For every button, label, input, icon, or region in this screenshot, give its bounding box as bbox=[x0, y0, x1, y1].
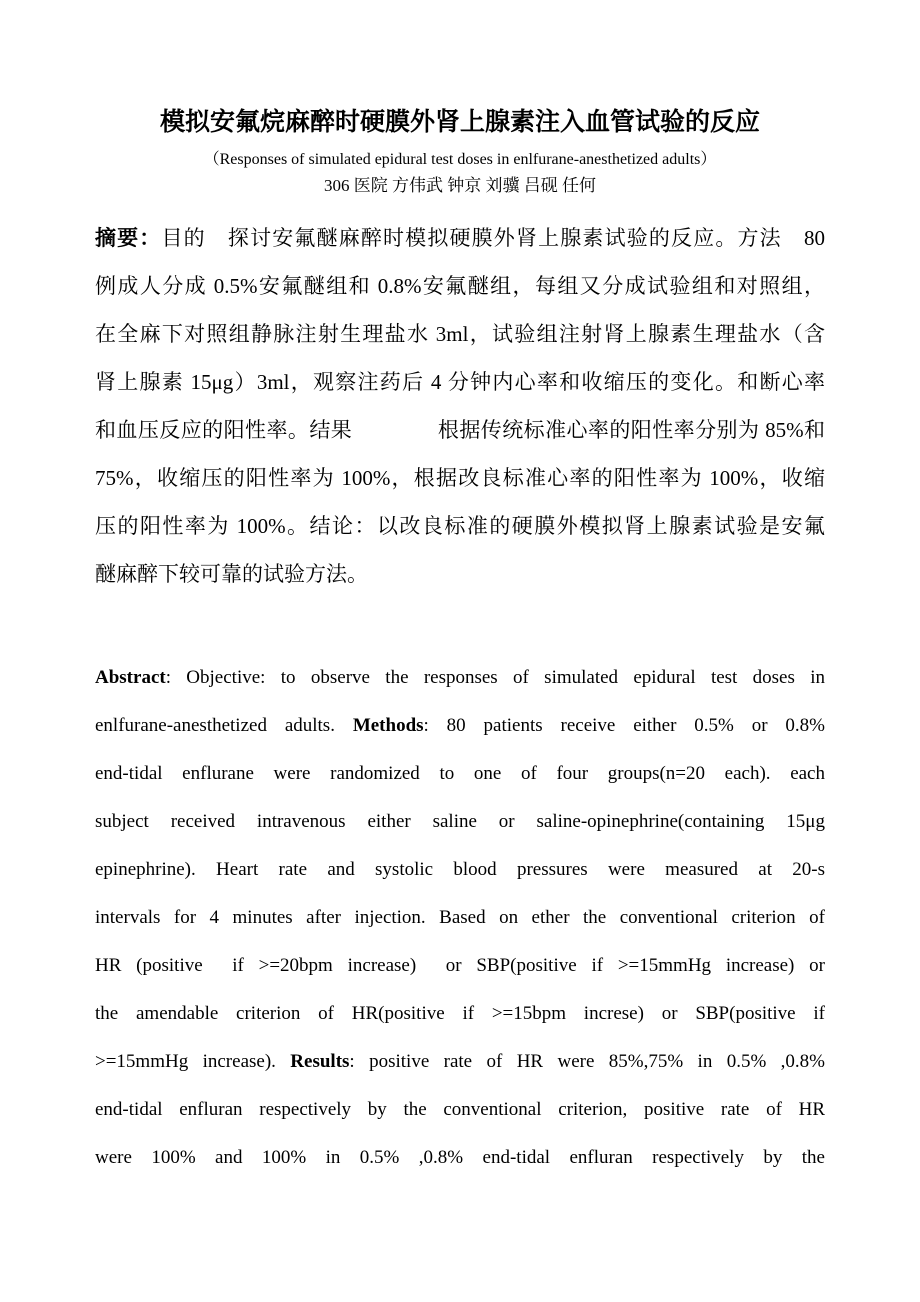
abstract-english-line bbox=[95, 990, 825, 1038]
abstract-english-line bbox=[95, 894, 825, 942]
authors-byline: 306 医院 方伟武 钟京 刘骥 吕砚 任何 bbox=[324, 176, 596, 195]
abstract-english-line bbox=[95, 1038, 825, 1086]
text-segment: 在全麻下对照组静脉注射生理盐水 3ml，试验组注射肾上腺素生理盐水（含 bbox=[95, 322, 825, 346]
text-segment: 压的阳性率为 100%。结论：以改良标准的硬膜外模拟肾上腺素试验是安氟 bbox=[95, 514, 825, 538]
text-segment: : Objective: to observe the responses of simulated epidural test doses in bbox=[165, 667, 825, 688]
text-segment: end-tidal enflurane were randomized to one of four groups(n=20 each). each bbox=[95, 763, 825, 784]
paper-title-chinese: 模拟安氟烷麻醉时硬膜外肾上腺素注入血管试验的反应 bbox=[159, 109, 760, 136]
text-segment: were 100% and 100% in 0.5% ,0.8% end-tidal enfluran respectively by the bbox=[95, 1147, 825, 1168]
text-segment: 肾上腺素 15μg）3ml，观察注药后 4 分钟内心率和收缩压的变化。和断心率 bbox=[95, 370, 825, 394]
abstract-english-line bbox=[95, 798, 825, 846]
text-segment: enlfurane-anesthetized adults. bbox=[95, 715, 353, 736]
abstract-english-line bbox=[95, 702, 825, 750]
text-segment: epinephrine). Heart rate and systolic blood pressures were measured at 20-s bbox=[95, 859, 825, 880]
abstract-chinese-line bbox=[95, 358, 825, 406]
text-segment: : 80 patients receive either 0.5% or 0.8% bbox=[423, 715, 825, 736]
abstract-english-line bbox=[95, 942, 825, 990]
text-segment: subject received intravenous either saline or saline-opinephrine(containing 15μg bbox=[95, 811, 825, 832]
bold-text-segment: Abstract bbox=[95, 667, 166, 688]
abstract-chinese-line bbox=[95, 502, 825, 550]
text-segment: 醚麻醉下较可靠的试验方法。 bbox=[95, 562, 368, 586]
abstract-chinese-line bbox=[95, 550, 825, 598]
abstract-chinese-line bbox=[95, 262, 825, 310]
abstract-english-line bbox=[95, 1134, 825, 1182]
text-segment: end-tidal enfluran respectively by the conventional criterion, positive rate of HR bbox=[95, 1099, 825, 1120]
text-segment: intervals for 4 minutes after injection. Based on ether the conventional criterion of bbox=[95, 907, 825, 928]
abstract-chinese bbox=[95, 214, 825, 598]
paper-title-english: （Responses of simulated epidural test doses in enlfurane-anesthetized adults） bbox=[203, 151, 717, 168]
abstract-english-line bbox=[95, 750, 825, 798]
abstract-chinese-line bbox=[95, 214, 825, 262]
bold-text-segment: 摘要： bbox=[95, 226, 162, 250]
abstract-chinese-line bbox=[95, 310, 825, 358]
abstract-chinese-line bbox=[95, 406, 825, 454]
abstract-english-line bbox=[95, 654, 825, 702]
abstract-english bbox=[95, 654, 825, 1182]
abstract-chinese-line bbox=[95, 454, 825, 502]
text-segment: 75%，收缩压的阳性率为 100%，根据改良标准心率的阳性率为 100%，收缩 bbox=[95, 466, 825, 490]
bold-text-segment: Results bbox=[290, 1051, 350, 1072]
text-segment: the amendable criterion of HR(positive if >=15bpm increse) or SBP(positive if bbox=[95, 1003, 825, 1024]
text-segment: 例成人分成 0.5%安氟醚组和 0.8%安氟醚组，每组又分成试验组和对照组， bbox=[95, 274, 825, 298]
text-segment: 目的 探讨安氟醚麻醉时模拟硬膜外肾上腺素试验的反应。方法 80 bbox=[161, 226, 825, 250]
abstract-english-line bbox=[95, 1086, 825, 1134]
abstract-english-line bbox=[95, 846, 825, 894]
text-segment: : positive rate of HR were 85%,75% in 0.5% ,0.8% bbox=[349, 1051, 825, 1072]
text-segment: HR (positive if >=20bpm increase) or SBP(positive if >=15mmHg increase) or bbox=[95, 955, 825, 976]
text-segment: 和血压反应的阳性率。结果 根据传统标准心率的阳性率分别为 85%和 bbox=[95, 418, 825, 442]
bold-text-segment: Methods bbox=[352, 715, 424, 736]
text-segment: >=15mmHg increase). bbox=[95, 1051, 291, 1072]
